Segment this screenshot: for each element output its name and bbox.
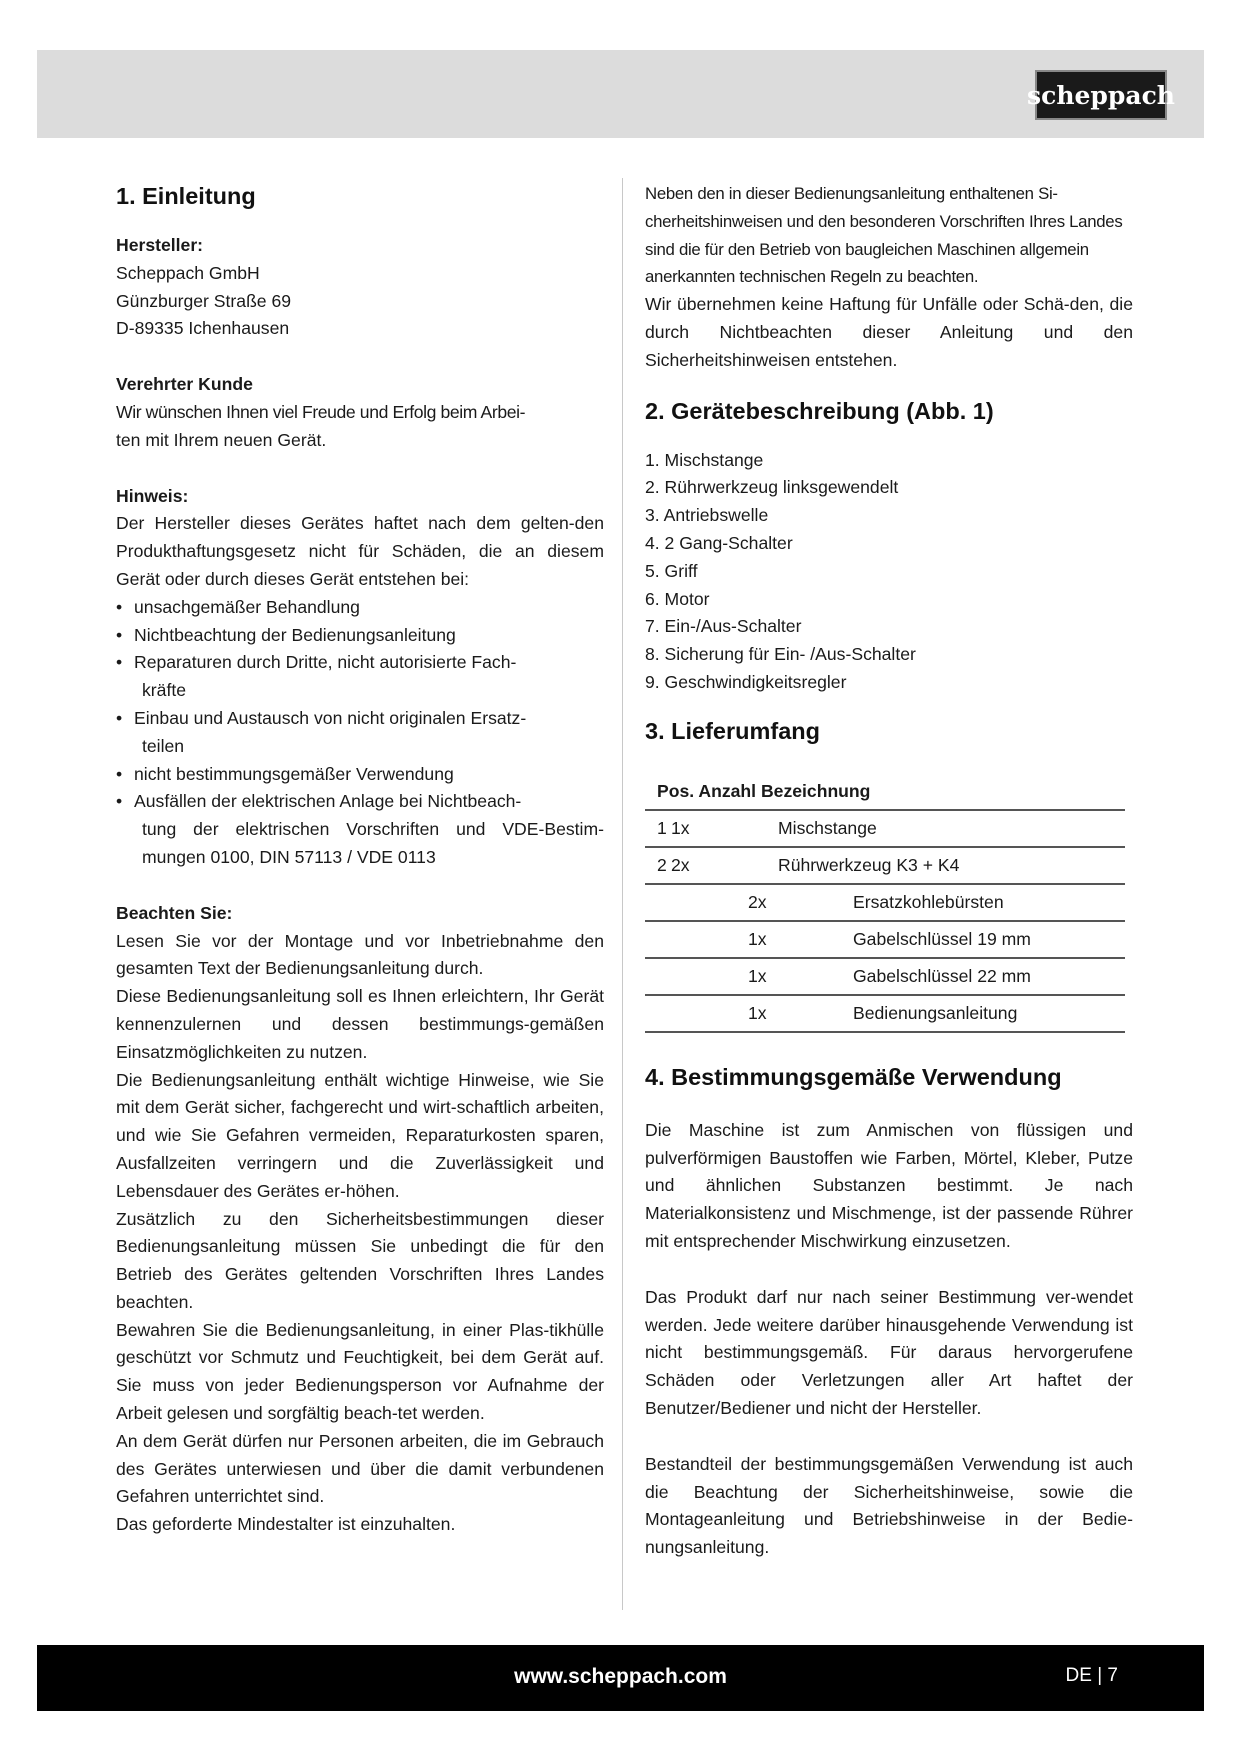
intro-paragraph: Neben den in dieser Bedienungsanleitung enthaltenen Si-cherheitshinweisen und den besonderen Vorschriften Ihres Landes sind die für den Betrieb von baugleichen Maschinen allgemein anerkannten technischen Regeln zu beachten. [645, 184, 1123, 287]
list-item: 9. Geschwindigkeitsregler [645, 671, 847, 692]
usage-paragraph: Bestandteil der bestimmungsgemäßen Verwendung ist auch die Beachtung der Sicherheitshinweise, sowie die Montageanleitung und Betriebshinweise in der Bedie-nungsanleitung. [645, 1453, 1133, 1558]
manufacturer-line: D-89335 Ichenhausen [116, 318, 290, 339]
customer-label: Verehrter Kunde [116, 374, 253, 395]
list-item: • Einbau und Austausch von nicht originalen Ersatz- teilen [116, 705, 604, 761]
page-number: DE | 7 [1065, 1665, 1118, 1686]
customer-text-line: ten mit Ihrem neuen Gerät. [116, 429, 327, 450]
column-divider [622, 178, 623, 1610]
list-item: 8. Sicherung für Ein- /Aus-Schalter [645, 644, 916, 665]
note-label: Hinweis: [116, 485, 189, 506]
note-bullet-list [116, 594, 604, 872]
attention-paragraph: Diese Bedienungsanleitung soll es Ihnen erleichtern, Ihr Gerät kennenzulernen und dessen bestimmungs-gemäßen Einsatzmöglichkeiten zu nutzen. [116, 986, 604, 1062]
table-header: Pos. Anzahl Bezeichnung [657, 780, 871, 801]
list-item: • Nichtbeachtung der Bedienungsanleitung [116, 622, 604, 650]
list-item: 6. Motor [645, 588, 710, 609]
customer-text-line: Wir wünschen Ihnen viel Freude und Erfolg beim Arbei- [116, 401, 526, 422]
note-text: Der Hersteller dieses Gerätes haftet nach dem gelten-den Produkthaftungsgesetz nicht für Schäden, die an diesem Gerät oder durch dieses Gerät entstehen bei: [116, 513, 604, 589]
manufacturer-label: Hersteller: [116, 235, 204, 255]
list-item: 2. Rührwerkzeug linksgewendelt [645, 477, 899, 498]
list-item: • Ausfällen der elektrischen Anlage bei Nichtbeach- tung der elektrischen Vorschriften und VDE-Bestim-mungen 0100, DIN 57113 / VDE 0113 [116, 788, 604, 871]
right-column [645, 180, 1133, 1562]
scheppach-logo: scheppach [1035, 70, 1167, 120]
section-2-title: 2. Gerätebeschreibung (Abb. 1) [645, 397, 994, 424]
list-item: • nicht bestimmungsgemäßer Verwendung [116, 761, 604, 789]
attention-label: Beachten Sie: [116, 902, 233, 923]
table-row: 2x Ersatzkohlebürsten [645, 883, 1125, 920]
list-item: 7. Ein-/Aus-Schalter [645, 616, 802, 637]
section-1-title: 1. Einleitung [116, 183, 256, 209]
list-item: 4. 2 Gang-Schalter [645, 532, 793, 553]
list-item: • unsachgemäßer Behandlung [116, 594, 604, 622]
table-row: 2 2x Rührwerkzeug K3 + K4 [645, 846, 1125, 883]
section-3-title: 3. Lieferumfang [645, 717, 820, 744]
attention-paragraph: Die Bedienungsanleitung enthält wichtige Hinweise, wie Sie mit dem Gerät sicher, fachgerecht und wirt-schaftlich arbeiten, und wie Sie Gefahren vermeiden, Reparaturkosten sparen, Ausfallzeiten verringern und die Zuverlässigkeit und Lebensdauer des Gerätes er-höhen. [116, 1069, 604, 1201]
manufacturer-line: Scheppach GmbH [116, 262, 260, 283]
table-row: 1x Bedienungsanleitung [645, 994, 1125, 1033]
list-item: • Reparaturen durch Dritte, nicht autorisierte Fach- kräfte [116, 649, 604, 705]
attention-paragraph: Bewahren Sie die Bedienungsanleitung, in einer Plas-tikhülle geschützt vor Schmutz und Feuchtigkeit, bei dem Gerät auf. Sie muss von jeder Bedienungsperson vor Aufnahme der Arbeit gelesen und sorgfältig beach-tet werden. [116, 1319, 604, 1424]
manufacturer-line: Günzburger Straße 69 [116, 290, 292, 311]
attention-paragraph: Lesen Sie vor der Montage und vor Inbetriebnahme den gesamten Text der Bedienungsanleitung durch. [116, 930, 604, 979]
left-column [116, 180, 604, 1539]
website-link[interactable]: www.scheppach.com [514, 1665, 727, 1688]
usage-paragraph: Die Maschine ist zum Anmischen von flüssigen und pulverförmigen Baustoffen wie Farben, Mörtel, Kleber, Putze und ähnlichen Substanzen bestimmt. Je nach Materialkonsistenz und Mischmenge, ist der passende Rührer mit entsprechender Mischwirkung einzusetzen. [645, 1119, 1133, 1251]
delivery-table [645, 773, 1125, 1033]
intro-paragraph: Wir übernehmen keine Haftung für Unfälle oder Schä-den, die durch Nichtbeachten dieser Anleitung und den Sicherheitshinweisen entstehen. [645, 294, 1133, 370]
list-item: 1. Mischstange [645, 449, 764, 470]
attention-paragraph: Zusätzlich zu den Sicherheitsbestimmungen dieser Bedienungsanleitung müssen Sie unbedingt die für den Betrieb des Gerätes geltenden Vorschriften Ihres Landes beachten. [116, 1208, 604, 1312]
footer-bar [37, 1645, 1204, 1711]
section-4-title: 4. Bestimmungsgemäße Verwendung [645, 1063, 1062, 1090]
list-item: 3. Antriebswelle [645, 505, 769, 526]
table-row: 1x Gabelschlüssel 19 mm [645, 920, 1125, 957]
list-item: 5. Griff [645, 560, 698, 581]
table-row: 1 1x Mischstange [645, 809, 1125, 846]
attention-paragraph: Das geforderte Mindestalter ist einzuhalten. [116, 1514, 456, 1535]
parts-list [645, 447, 1133, 697]
usage-paragraph: Das Produkt darf nur nach seiner Bestimmung ver-wendet werden. Jede weitere darüber hinausgehende Verwendung ist nicht bestimmungsgemäß. Für daraus hervorgerufene Schäden oder Verletzungen aller Art haftet der Benutzer/Bediener und nicht der Hersteller. [645, 1286, 1133, 1418]
table-row: 1x Gabelschlüssel 22 mm [645, 957, 1125, 994]
attention-paragraph: An dem Gerät dürfen nur Personen arbeiten, die im Gebrauch des Gerätes unterwiesen und über die damit verbundenen Gefahren unterrichtet sind. [116, 1430, 604, 1507]
